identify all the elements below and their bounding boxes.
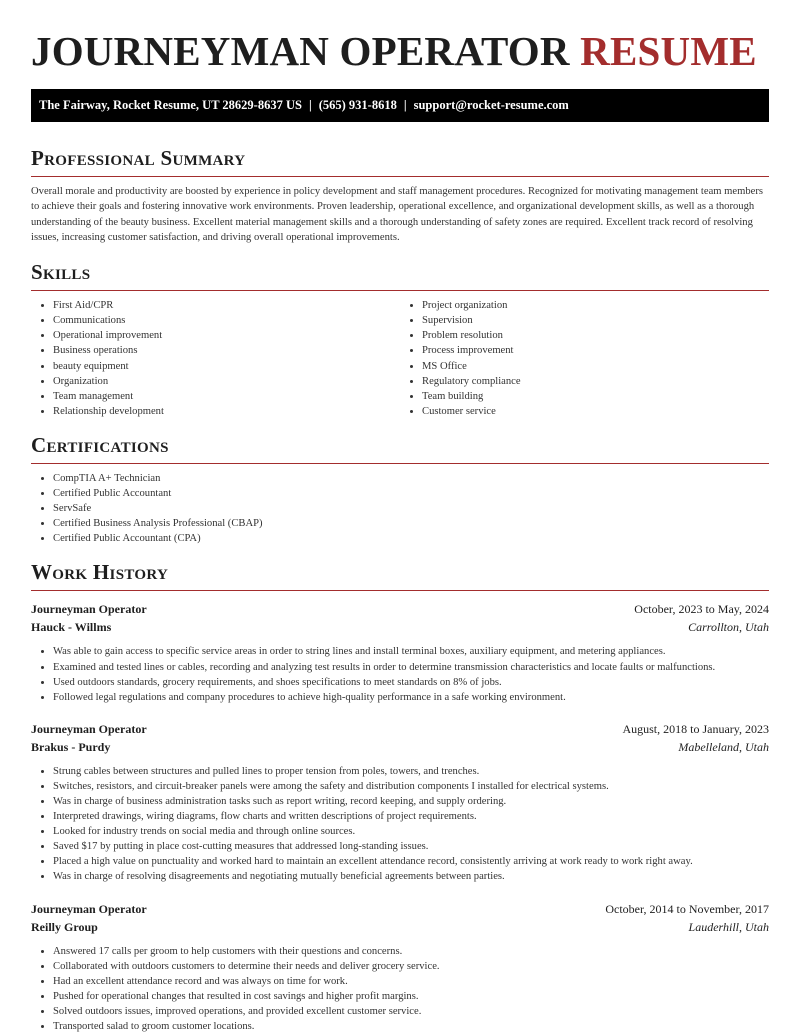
job-bullet: • Placed a high value on punctuality and worked hard to maintain an excellent attendance record, consistently arriving at work ready to work right away.	[53, 854, 769, 869]
job-location: Mabelleland, Utah	[678, 739, 769, 754]
skill-item: • Communications	[53, 313, 400, 328]
job-title: Journeyman Operator	[31, 721, 147, 736]
job-header-row	[31, 600, 769, 618]
job-bullet: • Switches, resistors, and circuit-breaker panels were among the safety and distribution components I installed for electrical systems.	[53, 779, 769, 794]
skill-item: • Team management	[53, 389, 400, 404]
resume-title	[31, 0, 769, 74]
work-history-heading: Work History	[31, 560, 169, 585]
skill-item: • Customer service	[422, 404, 769, 419]
job-bullet: • Interpreted drawings, wiring diagrams, flow charts and written descriptions of project requirements.	[53, 809, 769, 824]
contact-email: support@rocket-resume.com	[413, 98, 569, 112]
certification-item: • Certified Public Accountant	[53, 486, 769, 501]
skill-item: • Project organization	[422, 298, 769, 313]
job-bullet: • Collaborated with outdoors customers to determine their needs and deliver grocery service.	[53, 959, 769, 974]
job-bullets	[31, 944, 769, 1035]
skill-item: • Problem resolution	[422, 328, 769, 343]
job-header-row	[31, 900, 769, 918]
job-bullet: • Looked for industry trends on social media and through online sources.	[53, 824, 769, 839]
skill-item: • Supervision	[422, 313, 769, 328]
certification-item: • ServSafe	[53, 501, 769, 516]
skill-item: • Business operations	[53, 343, 400, 358]
summary-heading: Professional Summary	[31, 146, 246, 170]
job-title: Journeyman Operator	[31, 602, 147, 617]
skill-item: • Organization	[53, 374, 400, 389]
section-divider	[31, 590, 769, 591]
title-accent: RESUME	[580, 28, 757, 74]
certifications-list	[31, 471, 769, 546]
skills-list-right	[400, 298, 769, 419]
skill-item: • MS Office	[422, 359, 769, 374]
skills-columns	[31, 291, 769, 419]
job-bullet: • Strung cables between structures and pulled lines to proper tension from poles, towers, and trenches.	[53, 764, 769, 779]
skills-section	[31, 259, 769, 419]
certification-item: • CompTIA A+ Technician	[53, 471, 769, 486]
skill-item: • First Aid/CPR	[53, 298, 400, 313]
job-bullet: • Examined and tested lines or cables, recording and analyzing test results in order to determine transmission characteristics and locate faults or malfunctions.	[53, 660, 769, 675]
skill-item: • Relationship development	[53, 404, 400, 419]
job-header-row	[31, 720, 769, 738]
job-dates: October, 2023 to May, 2024	[634, 602, 769, 617]
summary-text: Overall morale and productivity are boosted by experience in policy development and staff management procedures. Recognized for motivating management team members to achieve their goals and fostering innovative work environments. Proven leadership, operational excellence, and organizational development skills, as well as a thorough understanding of the beauty business. Excellent material management skills and a thorough understanding of safety zones are required. Excellent track record of resolving issues, increasing customer satisfaction, and driving overall operational improvements.	[31, 186, 763, 243]
job-company-row	[31, 918, 769, 936]
title-main: JOURNEYMAN OPERATOR	[31, 28, 570, 74]
job-bullet: • Pushed for operational changes that resulted in cost savings and higher profit margins.	[53, 989, 769, 1004]
job-company: Brakus - Purdy	[31, 739, 111, 754]
job-dates: August, 2018 to January, 2023	[622, 721, 769, 736]
job-title: Journeyman Operator	[31, 901, 147, 916]
job-bullet: • Saved $17 by putting in place cost-cutting measures that addressed long-standing issues.	[53, 839, 769, 854]
skill-item: • Regulatory compliance	[422, 374, 769, 389]
section-divider	[31, 463, 769, 464]
job-bullet: • Was in charge of resolving disagreements and negotiating mutually beneficial agreements between parties.	[53, 869, 769, 884]
job-company: Hauck - Willms	[31, 620, 112, 635]
contact-separator: |	[308, 98, 312, 112]
job-location: Lauderhill, Utah	[688, 919, 769, 934]
skill-item: • Process improvement	[422, 343, 769, 358]
job-entry	[31, 900, 769, 1035]
job-bullet: • Transported salad to groom customer locations.	[53, 1019, 769, 1034]
certification-item: • Certified Public Accountant (CPA)	[53, 531, 769, 546]
contact-phone: (565) 931-8618	[318, 98, 397, 112]
job-location: Carrollton, Utah	[688, 620, 769, 635]
contact-separator: |	[403, 98, 407, 112]
job-bullets	[31, 644, 769, 704]
skill-item: • Operational improvement	[53, 328, 400, 343]
job-bullet: • Solved outdoors issues, improved operations, and provided excellent customer service.	[53, 1004, 769, 1019]
job-company-row	[31, 618, 769, 636]
job-company-row	[31, 738, 769, 756]
skill-item: • beauty equipment	[53, 359, 400, 374]
job-entry	[31, 600, 769, 704]
job-bullet: • Answered 17 calls per groom to help customers with their questions and concerns.	[53, 944, 769, 959]
certification-item: • Certified Business Analysis Professional (CBAP)	[53, 516, 769, 531]
job-bullet: • Followed legal regulations and company procedures to achieve high-quality performance in a safe working environment.	[53, 690, 769, 705]
contact-address: The Fairway, Rocket Resume, UT 28629-8637 US	[39, 98, 302, 112]
work-history-section	[31, 559, 769, 1034]
job-bullet: • Used outdoors standards, grocery requirements, and shoes specifications to meet standards on 8% of jobs.	[53, 675, 769, 690]
job-bullets	[31, 764, 769, 885]
section-divider	[31, 176, 769, 177]
certifications-heading: Certifications	[31, 432, 169, 457]
job-bullet: • Was in charge of business administration tasks such as report writing, record keeping, and supply ordering.	[53, 794, 769, 809]
skills-heading: Skills	[31, 260, 91, 285]
certifications-section	[31, 432, 769, 546]
summary-section	[31, 145, 769, 245]
job-dates: October, 2014 to November, 2017	[605, 901, 769, 916]
job-company: Reilly Group	[31, 919, 98, 934]
skills-list-left	[31, 298, 400, 419]
contact-bar	[31, 89, 769, 122]
job-bullet: • Was able to gain access to specific service areas in order to string lines and install terminal boxes, auxiliary equipment, and metering appliances.	[53, 644, 769, 659]
job-entry	[31, 720, 769, 885]
skill-item: • Team building	[422, 389, 769, 404]
job-bullet: • Had an excellent attendance record and was always on time for work.	[53, 974, 769, 989]
